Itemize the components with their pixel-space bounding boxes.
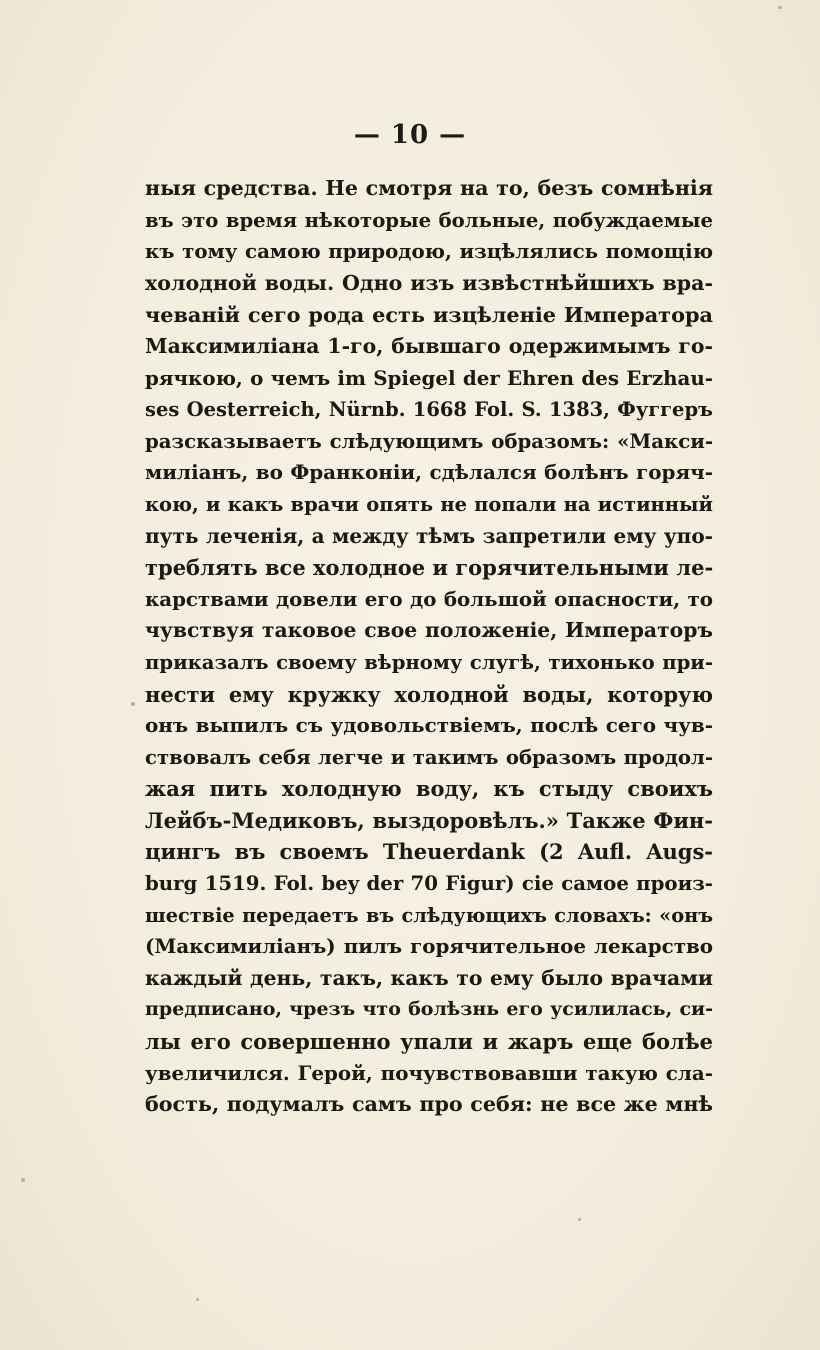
text-line: ses Oesterreich, Nürnb. 1668 Fol. S. 1383, Фуггеръ <box>145 398 713 422</box>
text-line: burg 1519. Fol. bey der 70 Figur) сiе самое произ- <box>145 871 713 896</box>
text-line: кою, и какъ врачи опять не попали на истинный <box>145 492 713 516</box>
text-line: разсказываетъ слѣдующимъ образомъ: «Макси- <box>145 428 713 453</box>
text-line: жая пить холодную воду, къ стыду своихъ <box>145 776 713 802</box>
text-line: въ это время нѣкоторые больные, побуждаемые <box>145 208 713 232</box>
text-line: предписано, чрезъ что болѣзнь его усилилась, си- <box>145 998 713 1021</box>
page-number: — 10 — <box>353 120 467 150</box>
text-line: каждый день, такъ, какъ то ему было врачами <box>145 965 713 990</box>
text-line: нести ему кружку холодной воды, которую <box>145 681 713 707</box>
text-line: бость, подумалъ самъ про себя: не все же мнѣ <box>145 1092 713 1117</box>
text-line: цингъ въ своемъ Theuerdank (2 Aufl. Augs- <box>145 839 713 865</box>
text-line: милiанъ, во Франконiи, сдѣлался болѣнъ горяч- <box>145 460 713 485</box>
paper-speck <box>778 6 782 9</box>
text-line: холодной воды. Одно изъ извѣстнѣйшихъ вра- <box>145 270 713 295</box>
text-line: путь леченiя, а между тѣмъ запретили ему упо- <box>145 523 713 548</box>
paper-speck <box>21 1178 25 1182</box>
text-line: онъ выпилъ съ удовольствiемъ, послѣ сего чув- <box>145 713 713 738</box>
text-line: шествiе передаетъ въ слѣдующихъ словахъ: «онъ <box>145 903 713 927</box>
text-line: къ тому самою природою, изцѣлялись помощію <box>145 239 713 264</box>
text-line: лы его совершенно упали и жаръ еще болѣе <box>145 1029 713 1055</box>
text-line: ствовалъ себя легче и такимъ образомъ продол- <box>145 745 713 769</box>
body-text <box>145 173 713 1121</box>
text-line: карствами довели его до большой опасности, то <box>145 586 713 611</box>
text-line: ныя средства. Не смотря на то, безъ сомнѣнія <box>145 176 713 200</box>
paper-speck <box>131 702 135 706</box>
paper-speck <box>578 1218 581 1221</box>
text-line: (Максимилiанъ) пилъ горячительное лекарство <box>145 934 713 959</box>
text-line: чувствуя таковое свое положенiе, Императоръ <box>145 618 713 643</box>
paper-speck <box>196 1298 199 1301</box>
text-line: рячкою, о чемъ im Spiegel der Ehren des Erzhau- <box>145 365 713 390</box>
text-line: чеванiй сего рода есть изцѣленiе Императора <box>145 302 713 328</box>
text-line: приказалъ своему вѣрному слугѣ, тихонько при- <box>145 650 713 674</box>
text-line: треблять все холодное и горячительными ле- <box>145 555 714 581</box>
text-line: Лейбъ-Медиковъ, выздоровѣлъ.» Также Фин- <box>145 807 713 833</box>
text-line: увеличился. Герой, почувствовавши такую сла- <box>145 1060 713 1085</box>
text-line: Максимилiана 1-го, бывшаго одержимымъ го- <box>145 333 713 358</box>
